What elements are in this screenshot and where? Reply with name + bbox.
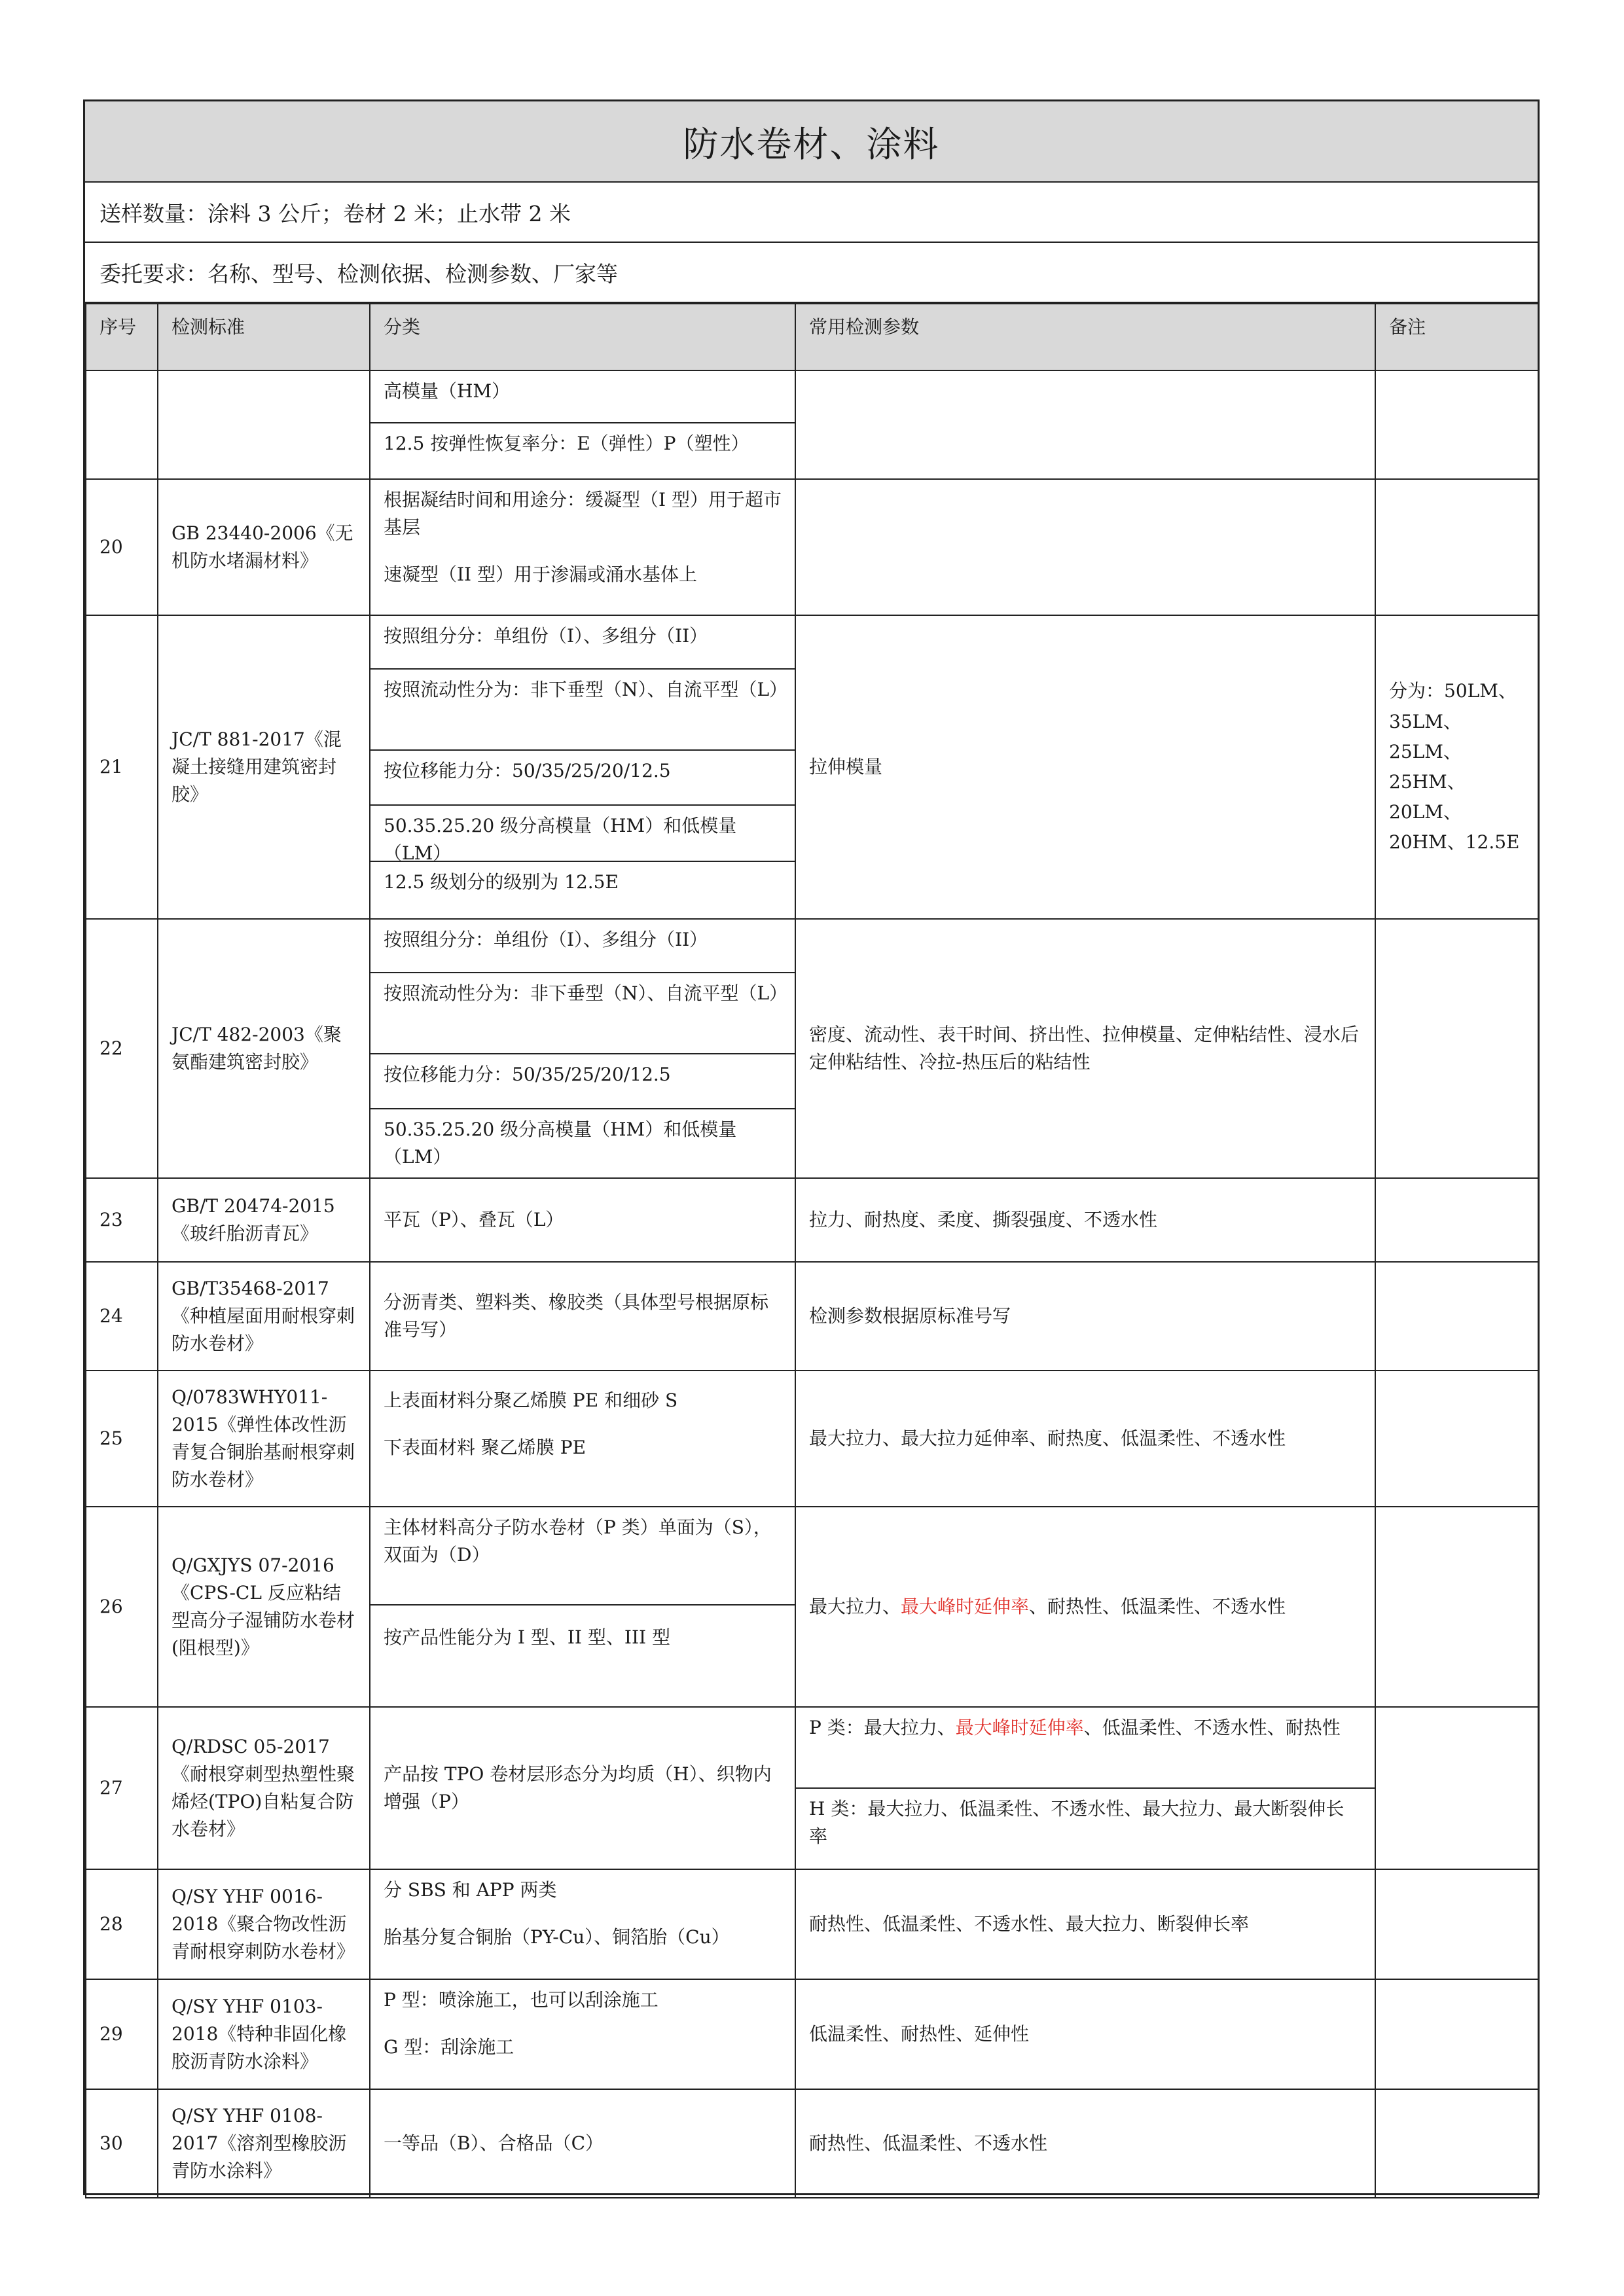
row-note (1375, 1178, 1538, 1262)
category-item: 分 SBS 和 APP 两类 (384, 1879, 557, 1901)
category-item: 12.5 级划分的级别为 12.5E (384, 871, 619, 893)
note-line: 20HM、12.5E (1389, 831, 1520, 853)
row-category: 产品按 TPO 卷材层形态分为均质（H）、织物内增强（P） (370, 1707, 795, 1869)
params-p-class (796, 1708, 1375, 1789)
row-note (1375, 919, 1538, 1178)
row-params: 拉力、耐热度、柔度、撕裂强度、不透水性 (795, 1178, 1375, 1262)
category-item: 高模量（HM） (370, 371, 795, 423)
row-no: 27 (86, 1707, 158, 1869)
row-standard: Q/GXJYS 07-2016《CPS-CL 反应粘结型高分子湿铺防水卷材(阻根型)》 (158, 1507, 370, 1707)
sample-quantity-text: 送样数量：涂料 3 公斤；卷材 2 米；止水带 2 米 (99, 200, 571, 226)
table-row (86, 1178, 1538, 1262)
category-item: 下表面材料 聚乙烯膜 PE (384, 1437, 586, 1458)
row-no: 23 (86, 1178, 158, 1262)
row-note (1375, 615, 1538, 919)
category-item: 按照组分分：单组份（I）、多组分（II） (370, 616, 795, 670)
table-row (86, 615, 1538, 919)
row-params (795, 370, 1375, 479)
header-no: 序号 (86, 304, 158, 370)
row-standard: GB/T 20474-2015《玻纤胎沥青瓦》 (158, 1178, 370, 1262)
row-params (795, 479, 1375, 615)
category-item: 50.35.25.20 级分高模量（HM）和低模量（LM） (384, 1119, 737, 1168)
row-no: 28 (86, 1869, 158, 1979)
row-note (1375, 479, 1538, 615)
row-no: 24 (86, 1262, 158, 1371)
category-item: 上表面材料分聚乙烯膜 PE 和细砂 S (384, 1390, 678, 1411)
table-row (86, 1262, 1538, 1371)
header-category: 分类 (370, 304, 795, 370)
params-text: 、耐热性、低温柔性、不透水性 (1029, 1596, 1286, 1617)
row-note (1375, 1869, 1538, 1979)
note-line: 35LM、25LM、 (1389, 710, 1462, 762)
table-header-row (86, 304, 1538, 370)
category-item: 按位移能力分：50/35/25/20/12.5 (370, 1054, 795, 1109)
row-standard: Q/RDSC 05-2017《耐根穿刺型热塑性聚烯烃(TPO)自粘复合防水卷材》 (158, 1707, 370, 1869)
row-standard: Q/0783WHY011-2015《弹性体改性沥青复合铜胎基耐根穿刺防水卷材》 (158, 1371, 370, 1507)
row-params: 低温柔性、耐热性、延伸性 (795, 1979, 1375, 2089)
header-note: 备注 (1375, 304, 1538, 370)
standards-table (85, 303, 1539, 2198)
commission-requirements-row (85, 243, 1538, 303)
category-item: 按位移能力分：50/35/25/20/12.5 (370, 751, 795, 806)
row-categories (370, 1979, 795, 2089)
params-h-class: H 类：最大拉力、低温柔性、不透水性、最大拉力、最大断裂伸长率 (809, 1798, 1344, 1847)
row-categories (370, 479, 795, 615)
title-band (85, 101, 1538, 183)
row-standard (158, 370, 370, 479)
category-item: 胎基分复合铜胎（PY-Cu）、铜箔胎（Cu） (384, 1926, 730, 1948)
sample-quantity-row (85, 183, 1538, 243)
row-note (1375, 2089, 1538, 2198)
category-item: 速凝型（II 型）用于渗漏或涌水基体上 (384, 564, 698, 585)
table-row (86, 1869, 1538, 1979)
category-item: 根据凝结时间和用途分：缓凝型（I 型）用于超市基层 (384, 489, 782, 538)
category-item: 12.5 按弹性恢复率分：E（弹性）P（塑性） (384, 433, 749, 454)
table-row (86, 1507, 1538, 1707)
row-note (1375, 1262, 1538, 1371)
row-categories (370, 1507, 795, 1707)
header-params: 常用检测参数 (795, 304, 1375, 370)
category-item: 主体材料高分子防水卷材（P 类）单面为（S），双面为（D） (370, 1507, 795, 1605)
category-item: P 型：喷涂施工，也可以刮涂施工 (384, 1989, 659, 2011)
row-category: 一等品（B）、合格品（C） (370, 2089, 795, 2198)
row-no (86, 370, 158, 479)
params-highlight: 最大峰时延伸率 (901, 1596, 1030, 1617)
row-no: 22 (86, 919, 158, 1178)
document-page (83, 99, 1540, 2195)
category-item: 按照流动性分为：非下垂型（N）、自流平型（L） (370, 670, 795, 751)
row-note (1375, 1371, 1538, 1507)
page-title: 防水卷材、涂料 (683, 123, 940, 165)
row-no: 30 (86, 2089, 158, 2198)
row-params: 耐热性、低温柔性、不透水性、最大拉力、断裂伸长率 (795, 1869, 1375, 1979)
row-categories (370, 1869, 795, 1979)
row-standard: Q/SY YHF 0108-2017《溶剂型橡胶沥青防水涂料》 (158, 2089, 370, 2198)
row-categories (370, 615, 795, 919)
category-item: 按照流动性分为：非下垂型（N）、自流平型（L） (370, 973, 795, 1054)
category-item: 按产品性能分为 I 型、II 型、III 型 (384, 1626, 670, 1648)
table-row (86, 1707, 1538, 1869)
row-standard: GB 23440-2006《无机防水堵漏材料》 (158, 479, 370, 615)
table-row (86, 1371, 1538, 1507)
params-highlight: 最大峰时延伸率 (955, 1717, 1084, 1738)
row-params: 密度、流动性、表干时间、挤出性、拉伸模量、定伸粘结性、浸水后定伸粘结性、冷拉-热压后的粘结性 (795, 919, 1375, 1178)
row-note (1375, 370, 1538, 479)
row-no: 21 (86, 615, 158, 919)
row-category: 平瓦（P）、叠瓦（L） (370, 1178, 795, 1262)
row-params: 拉伸模量 (795, 615, 1375, 919)
row-note (1375, 1707, 1538, 1869)
row-note (1375, 1979, 1538, 2089)
row-categories (370, 370, 795, 479)
row-params: 耐热性、低温柔性、不透水性 (795, 2089, 1375, 2198)
commission-requirements-text: 委托要求：名称、型号、检测依据、检测参数、厂家等 (99, 260, 618, 287)
row-categories (370, 1371, 795, 1507)
row-categories (370, 919, 795, 1178)
header-standard: 检测标准 (158, 304, 370, 370)
row-standard: Q/SY YHF 0016-2018《聚合物改性沥青耐根穿刺防水卷材》 (158, 1869, 370, 1979)
row-note (1375, 1507, 1538, 1707)
table-row (86, 1979, 1538, 2089)
category-item: 50.35.25.20 级分高模量（HM）和低模量（LM） (370, 806, 795, 862)
table-row (86, 919, 1538, 1178)
row-params (795, 1507, 1375, 1707)
table-row (86, 370, 1538, 479)
params-text: 最大拉力、 (809, 1596, 901, 1617)
row-standard: JC/T 482-2003《聚氨酯建筑密封胶》 (158, 919, 370, 1178)
table-row (86, 479, 1538, 615)
row-params: 最大拉力、最大拉力延伸率、耐热度、低温柔性、不透水性 (795, 1371, 1375, 1507)
row-no: 20 (86, 479, 158, 615)
row-standard: JC/T 881-2017《混凝土接缝用建筑密封胶》 (158, 615, 370, 919)
row-params (795, 1707, 1375, 1869)
row-standard: Q/SY YHF 0103-2018《特种非固化橡胶沥青防水涂料》 (158, 1979, 370, 2089)
row-no: 26 (86, 1507, 158, 1707)
row-standard: GB/T35468-2017《种植屋面用耐根穿刺防水卷材》 (158, 1262, 370, 1371)
row-params: 检测参数根据原标准号写 (795, 1262, 1375, 1371)
row-no: 29 (86, 1979, 158, 2089)
table-row (86, 2089, 1538, 2198)
params-text: 、低温柔性、不透水性、耐热性 (1083, 1717, 1341, 1738)
params-text: P 类：最大拉力、 (809, 1717, 956, 1738)
note-line: 25HM、20LM、 (1389, 771, 1466, 823)
category-item: 按照组分分：单组份（I）、多组分（II） (370, 920, 795, 973)
category-item: G 型：刮涂施工 (384, 2036, 514, 2058)
note-line: 分为：50LM、 (1389, 680, 1517, 702)
row-category: 分沥青类、塑料类、橡胶类（具体型号根据原标准号写） (370, 1262, 795, 1371)
row-no: 25 (86, 1371, 158, 1507)
